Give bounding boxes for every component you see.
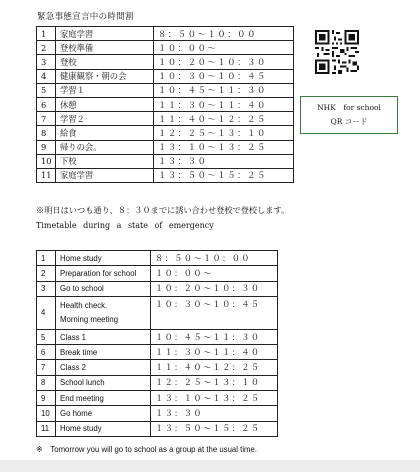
qr-caption-line2: QR コード <box>330 117 368 126</box>
table-row <box>37 112 294 126</box>
row-number: 8 <box>37 126 56 140</box>
row-number: 8 <box>37 375 56 390</box>
activity-cell: Preparation for school <box>56 266 151 281</box>
row-number: 1 <box>37 251 56 266</box>
row-number: 10 <box>37 406 56 421</box>
time-cell: １３：１０～１３：２５ <box>154 140 294 154</box>
table-row <box>37 329 278 344</box>
activity-cell: 休憩 <box>56 97 154 111</box>
row-number: 2 <box>37 266 56 281</box>
table-row <box>37 266 278 281</box>
table-row <box>37 41 294 55</box>
time-cell: １３：５０～１５：２５ <box>151 421 278 436</box>
row-number: 2 <box>37 41 56 55</box>
time-cell: １３：１０～１３：２５ <box>151 391 278 406</box>
row-number: 3 <box>37 281 56 296</box>
japanese-note: ※明日はいつも通り、８：３０までに誘い合わせ登校で登校します。 <box>36 205 290 215</box>
japanese-timetable <box>36 26 294 183</box>
row-number: 10 <box>37 154 56 168</box>
table-row <box>37 55 294 69</box>
time-cell: １３：３０ <box>154 154 294 168</box>
table-row <box>37 281 278 296</box>
time-cell: １１：３０～１１：４０ <box>154 97 294 111</box>
time-cell: １１：４０～１２：２５ <box>154 112 294 126</box>
time-cell: １０：３０～１０：４５ <box>154 69 294 83</box>
activity-cell: Break time <box>56 345 151 360</box>
table-row <box>37 391 278 406</box>
time-cell: １０：４５～１１：３０ <box>151 329 278 344</box>
table-row <box>37 83 294 97</box>
table-row <box>37 251 278 266</box>
english-timetable <box>36 250 278 437</box>
activity-cell: 帰りの会。 <box>56 140 154 154</box>
activity-cell: End meeting <box>56 391 151 406</box>
activity-cell: 学習１ <box>56 83 154 97</box>
time-cell: １０：００～ <box>154 41 294 55</box>
row-number: 4 <box>37 296 56 329</box>
table-row <box>37 27 294 41</box>
time-cell: １３：５０～１５：２５ <box>154 168 294 182</box>
activity-cell: 家庭学習 <box>56 168 154 182</box>
table-row <box>37 168 294 182</box>
time-cell: １０：００～ <box>151 266 278 281</box>
time-cell: １１：３０～１１：４０ <box>151 345 278 360</box>
row-number: 9 <box>37 391 56 406</box>
activity-cell: School lunch <box>56 375 151 390</box>
activity-cell: Go home <box>56 406 151 421</box>
row-number: 4 <box>37 69 56 83</box>
time-cell: １２：２５～１３：１０ <box>154 126 294 140</box>
time-cell: ８：５０～１０：００ <box>154 27 294 41</box>
row-number: 7 <box>37 360 56 375</box>
time-cell: １０：３０～１０：４５ <box>151 296 278 329</box>
activity-cell: 健康観察・朝の会 <box>56 69 154 83</box>
time-cell: １０：２０～１０：３０ <box>151 281 278 296</box>
table-row <box>37 406 278 421</box>
activity-cell: Class 2 <box>56 360 151 375</box>
activity-cell: Home study <box>56 251 151 266</box>
row-number: 1 <box>37 27 56 41</box>
time-cell: ８：５０～１０：００ <box>151 251 278 266</box>
time-cell: １２：２５～１３：１０ <box>151 375 278 390</box>
qr-code-image[interactable] <box>315 30 359 74</box>
table-row <box>37 69 294 83</box>
time-cell: １１：４０～１２：２５ <box>151 360 278 375</box>
row-number: 5 <box>37 83 56 97</box>
activity-cell: 下校 <box>56 154 154 168</box>
qr-caption-line1: NHK for school <box>317 103 381 112</box>
table-row <box>37 375 278 390</box>
row-number: 6 <box>37 97 56 111</box>
japanese-timetable-title: 緊急事態宣言中の時間割 <box>37 12 134 22</box>
activity-line2: Morning meeting <box>60 314 119 324</box>
table-row <box>37 421 278 436</box>
english-timetable-title: Timetable during a state of emergency <box>36 221 214 230</box>
table-row <box>37 360 278 375</box>
row-number: 11 <box>37 421 56 436</box>
activity-cell: 給食 <box>56 126 154 140</box>
activity-cell: Go to school <box>56 281 151 296</box>
activity-cell: 登校準備 <box>56 41 154 55</box>
table-row <box>37 97 294 111</box>
activity-cell: 学習２ <box>56 112 154 126</box>
qr-code-caption <box>300 96 398 134</box>
activity-cell: Home study <box>56 421 151 436</box>
activity-line1: Health check. <box>60 300 108 310</box>
activity-cell: 家庭学習 <box>56 27 154 41</box>
activity-cell: Class 1 <box>56 329 151 344</box>
row-number: 5 <box>37 329 56 344</box>
table-row <box>37 296 278 329</box>
english-note: ※ Tomorrow you will go to school as a group at the usual time. <box>36 445 258 454</box>
row-number: 9 <box>37 140 56 154</box>
time-cell: １３：３０ <box>151 406 278 421</box>
page-bottom-gutter <box>0 460 420 472</box>
activity-cell <box>56 296 151 329</box>
table-row <box>37 126 294 140</box>
row-number: 3 <box>37 55 56 69</box>
row-number: 7 <box>37 112 56 126</box>
row-number: 6 <box>37 345 56 360</box>
activity-cell: 登校 <box>56 55 154 69</box>
time-cell: １０：４５～１１：３０ <box>154 83 294 97</box>
table-row <box>37 154 294 168</box>
table-row <box>37 345 278 360</box>
row-number: 11 <box>37 168 56 182</box>
table-row <box>37 140 294 154</box>
time-cell: １０：２０～１０：３０ <box>154 55 294 69</box>
